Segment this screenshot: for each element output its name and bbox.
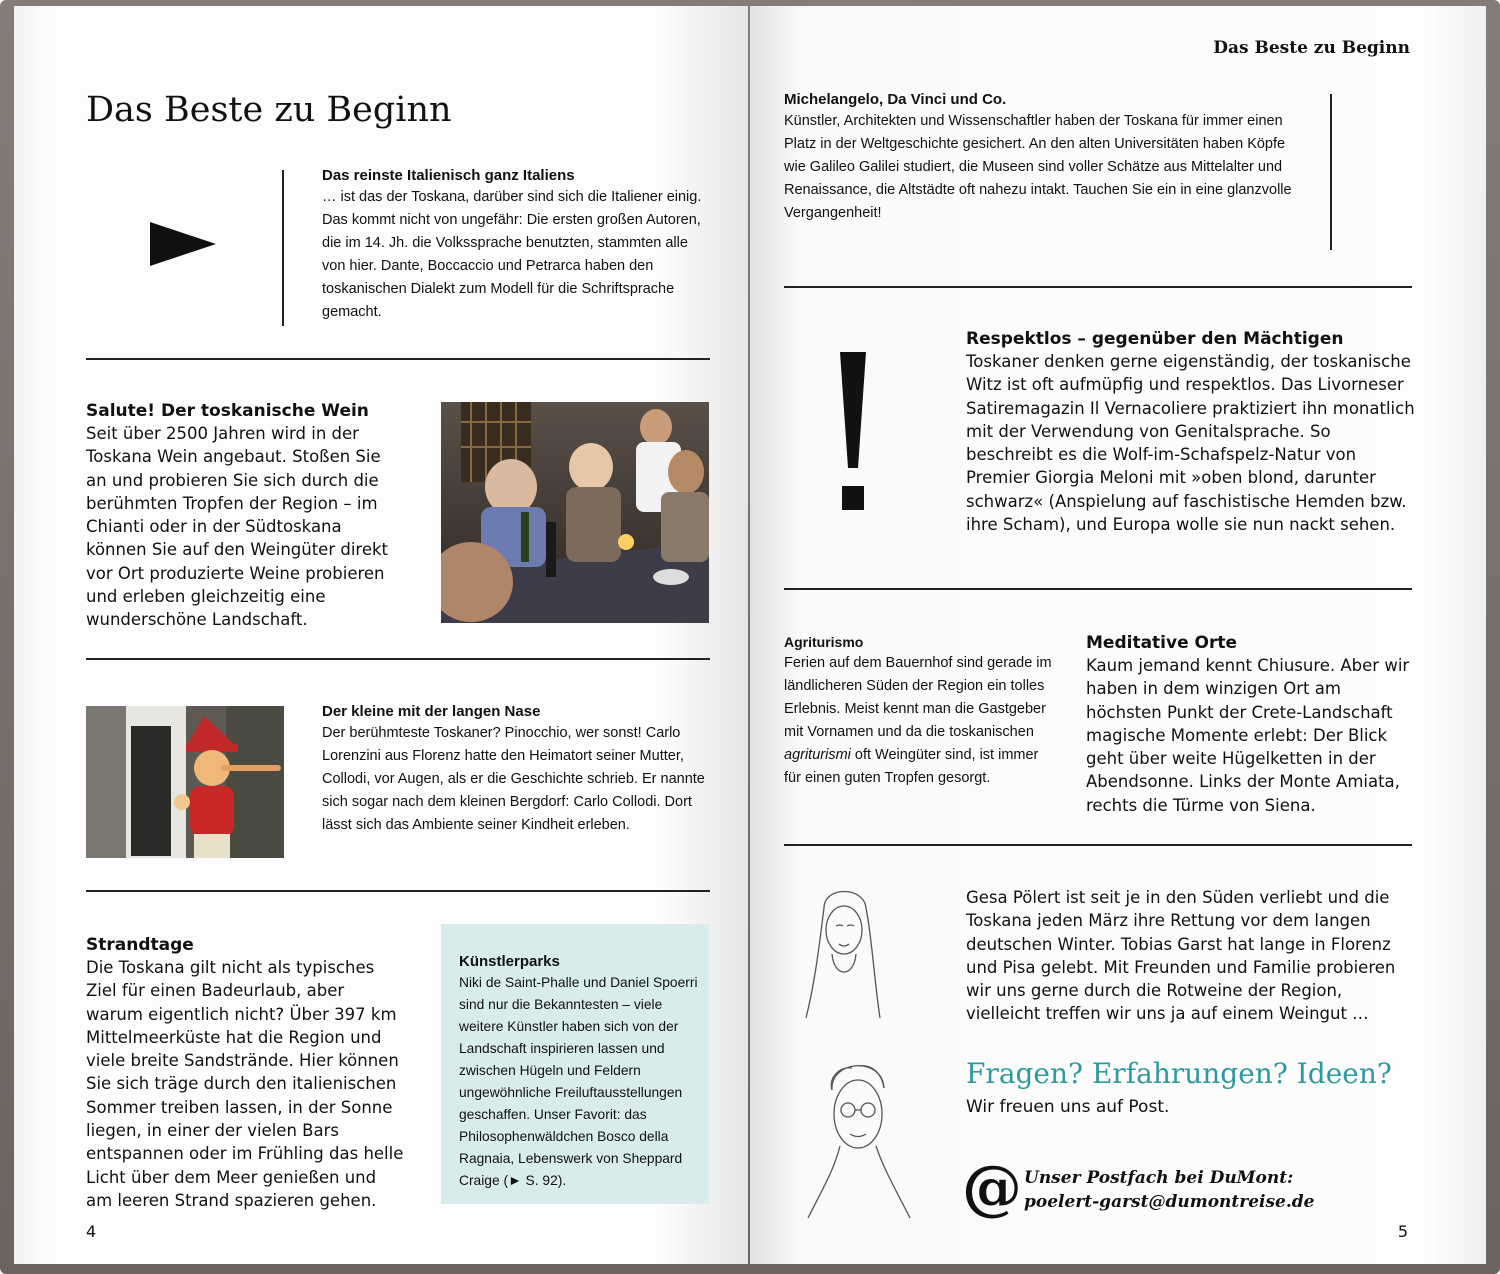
contact-mailbox bbox=[1024, 1166, 1424, 1214]
section-artists bbox=[784, 90, 1294, 225]
section-body: Die Toskana gilt nicht als typisches Ziel für einen Badeurlaub, aber warum eigentlich nicht? Über 397 km Mittelmeerküste hat die Region und viele breite Sandstrände. Hier können Sie sich träge durch den italienischen Sommer treiben lassen, in der Sonne liegen, in einer der vielen Bars entspannen oder im Frühling das helle Licht über dem Meer genießen und am leeren Strand spazieren gehen. bbox=[86, 958, 404, 1210]
artparks-box bbox=[441, 924, 709, 1204]
section-beach bbox=[86, 934, 406, 1212]
section-heading: Respektlos – gegenüber den Mächtigen bbox=[966, 329, 1344, 349]
running-head: Das Beste zu Beginn bbox=[1213, 38, 1410, 58]
email-address[interactable]: poelert-garst@dumontreise.de bbox=[1024, 1192, 1315, 1212]
section-heading: Michelangelo, Da Vinci und Co. bbox=[784, 91, 1007, 108]
contact-subline: Wir freuen uns auf Post. bbox=[966, 1097, 1170, 1117]
section-divider bbox=[784, 286, 1412, 288]
authors-bio-text: Gesa Pölert ist seit je in den Süden verliebt und die Toskana jeden März ihre Rettung vor dem langen deutschen Winter. Tobias Garst hat lange in Florenz und Pisa gelebt. Mit Freunden und Familie probieren wir uns gerne durch die Rotweine der Region, vielleicht treffen wir uns ja auf einem Weingut … bbox=[966, 888, 1396, 1024]
section-heading: Agriturismo bbox=[784, 634, 864, 650]
exclamation-icon bbox=[838, 350, 868, 512]
section-pinocchio bbox=[322, 702, 712, 837]
section-heading: Der kleine mit der langen Nase bbox=[322, 703, 541, 720]
at-sign-icon: @ bbox=[962, 1153, 1022, 1223]
section-divider bbox=[784, 844, 1412, 846]
right-triangle-icon bbox=[148, 220, 218, 270]
page-number-right: 5 bbox=[1397, 1222, 1408, 1241]
section-body: Der berühmteste Toskaner? Pinocchio, wer sonst! Carlo Lorenzini aus Florenz hatte den Heimatort seiner Mutter, Collodi, vor Augen, als er die Geschichte schrieb. Er nannte sich sogar nach dem kleinen Bergdorf: Carlo Collodi. Dort lässt sich das Ambiente seiner Kindheit erleben. bbox=[322, 725, 705, 833]
section-body: Künstler, Architekten und Wissenschaftler haben der Toskana für immer einen Platz in der Weltgeschichte gesichert. An den alten Universitäten haben Köpfe wie Galileo Galilei studiert, die Museen sind voller Schätze aus Mittelalter und Renaissance, die Altstädte oft nahezu intakt. Tauchen Sie ein in eine glanzvolle Vergangenheit! bbox=[784, 113, 1292, 221]
contact-headline: Fragen? Erfahrungen? Ideen? bbox=[966, 1057, 1392, 1090]
section-body bbox=[784, 652, 1052, 790]
wine-tasting-photo bbox=[441, 402, 709, 623]
section-heading: Künstlerparks bbox=[459, 953, 560, 970]
mailbox-label: Unser Postfach bei DuMont: bbox=[1024, 1168, 1294, 1188]
author-portrait-tobias bbox=[804, 1050, 914, 1220]
section-divider bbox=[86, 658, 710, 660]
section-body: Toskaner denken gerne eigenständig, der toskanische Witz ist oft aufmüpfig und respektlos. Das Livorneser Satiremagazin Il Vernacoliere praktiziert ihn monatlich mit der Verwendung von Genitalsprache. So beschreibt es die Wolf-im-Schafspelz-Natur von Premier Giorgia Meloni mit »oben blond, darunter schwarz« (Anspielung auf faschistische Hemden bzw. ihre Scham), und Europa wolle sie nun nackt sehen. bbox=[966, 352, 1415, 535]
section-heading: Strandtage bbox=[86, 935, 194, 955]
section-body: Seit über 2500 Jahren wird in der Toskana Wein angebaut. Stoßen Sie an und probieren Sie sich durch die berühmten Tropfen der Region – im Chianti oder in der Südtoskana können Sie auf den Weingüter direkt vor Ort produzierte Weine probieren und erleben gleichzeitig eine wunderschöne Landschaft. bbox=[86, 424, 389, 630]
page-number-left: 4 bbox=[86, 1222, 97, 1241]
section-italian bbox=[322, 166, 712, 324]
artparks-content bbox=[459, 952, 699, 1192]
agri-text-after: oft Weingüter sind, ist immer für einen guten Tropfen gesorgt. bbox=[784, 747, 1039, 786]
right-page bbox=[750, 6, 1486, 1264]
authors-bio bbox=[966, 886, 1416, 1026]
section-body: Kaum jemand kennt Chiusure. Aber wir haben in dem winzigen Ort am höchsten Punkt der Crete-Landschaft magische Momente erlebt: Der Blick geht über weite Hügelketten in der Abendsonne. Links der Monte Amiata, rechts die Türme von Siena. bbox=[1086, 656, 1410, 815]
section-respect bbox=[966, 328, 1416, 536]
section-wine bbox=[86, 400, 406, 632]
section-divider bbox=[86, 890, 710, 892]
agri-text-before: Ferien auf dem Bauernhof sind gerade im ländlicheren Süden der Region ein tolles Erlebnis. Meist kennt man die Gastgeber mit Vornamen und da die toskanischen bbox=[784, 655, 1052, 740]
author-portrait-gesa bbox=[794, 878, 894, 1028]
section-body: Niki de Saint-Phalle und Daniel Spoerri sind nur die Bekanntesten – viele weitere Künstler haben sich von der Landschaft inspirieren lassen und zwischen Hügeln und Feldern ungewöhnliche Freiluftausstellungen geschaffen. Unser Favorit: das Philosophenwäldchen Bosco della Ragnaia, Lebenswerk von Sheppard Craige (► S. 92). bbox=[459, 975, 698, 1188]
section-heading: Salute! Der toskanische Wein bbox=[86, 401, 369, 421]
section-heading: Das reinste Italienisch ganz Italiens bbox=[322, 167, 575, 184]
page-title: Das Beste zu Beginn bbox=[86, 90, 452, 130]
section-body: … ist das der Toskana, darüber sind sich die Italiener einig. Das kommt nicht von ungefähr: Die ersten großen Autoren, die im 14. Jh. die Volkssprache benutzten, stammten alle von hier. Dante, Boccaccio und Petrarca haben den toskanischen Dialekt zum Modell für die Schriftsprache gemacht. bbox=[322, 189, 702, 320]
left-page bbox=[14, 6, 748, 1264]
section-agri bbox=[784, 632, 1052, 790]
section-meditative bbox=[1086, 632, 1416, 817]
pinocchio-photo bbox=[86, 706, 284, 858]
section-heading: Meditative Orte bbox=[1086, 633, 1238, 653]
vertical-divider bbox=[282, 170, 284, 326]
agri-text-italic: agriturismi bbox=[784, 747, 851, 763]
section-divider bbox=[784, 588, 1412, 590]
vertical-divider bbox=[1330, 94, 1332, 250]
section-divider bbox=[86, 358, 710, 360]
